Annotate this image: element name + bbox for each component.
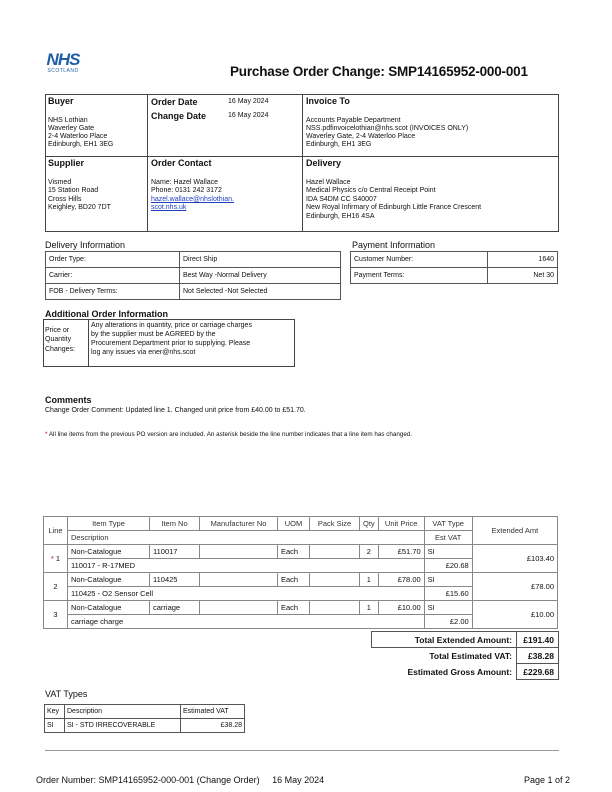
order-date-label: Order Date: [151, 97, 198, 107]
nhs-logo-subtext: SCOTLAND: [47, 68, 79, 74]
invoice-to-line: Waverley Gate, 2-4 Waterloo Place: [306, 133, 416, 140]
payment-info-label: Payment Terms:: [351, 268, 488, 284]
delivery-heading: Delivery: [306, 158, 342, 168]
item-type: Non-Catalogue: [68, 573, 150, 587]
col-description: Description: [68, 531, 425, 545]
additional-info-heading: Additional Order Information: [45, 309, 168, 319]
supplier-line: Keighley, BD20 7DT: [48, 204, 111, 211]
est-vat: £15.60: [424, 587, 472, 601]
qty: 1: [360, 573, 379, 587]
pack-size: [310, 573, 360, 587]
delivery-line: Edinburgh, EH16 4SA: [306, 213, 375, 220]
vat-key: SI: [45, 719, 65, 733]
footer-order-number: Order Number: SMP14165952-000-001 (Change Order) 16 May 2024: [36, 775, 325, 785]
payment-info-heading: Payment Information: [352, 240, 436, 250]
vat-type: SI: [424, 573, 472, 587]
total-value: £191.40: [517, 632, 559, 648]
col-qty: Qty: [360, 517, 379, 531]
item-no: carriage: [150, 601, 200, 615]
item-no: 110425: [150, 573, 200, 587]
additional-info-label: Quantity: [45, 336, 72, 343]
vat-types-heading: VAT Types: [45, 689, 88, 699]
table-row: [46, 252, 341, 268]
order-contact-name: Name: Hazel Wallace: [151, 179, 219, 186]
col-uom: UOM: [278, 517, 310, 531]
order-contact-phone: Phone: 0131 242 3172: [151, 187, 222, 194]
invoice-to-line: Accounts Payable Department: [306, 117, 401, 124]
delivery-line: New Royal Infirmary of Edinburgh Little France Crescent: [306, 204, 482, 211]
order-contact-heading: Order Contact: [151, 158, 212, 168]
supplier-line: Vismed: [48, 179, 72, 186]
delivery-info-table: [45, 251, 341, 300]
col-unit-price: Unit Price: [378, 517, 424, 531]
invoice-to-line: NSS.pdfinvoicelothian@nhs.scot (INVOICES ONLY): [306, 125, 469, 132]
additional-info-text: by the supplier must be AGREED by the: [91, 331, 216, 338]
supplier-line: 15 Station Road: [48, 187, 99, 194]
manufacturer-no: [200, 601, 278, 615]
totals-row: [372, 664, 559, 680]
pack-size: [310, 545, 360, 559]
table-header-row: [44, 517, 558, 531]
vat-estimated: £38.28: [181, 719, 245, 733]
extended-amt: £103.40: [472, 545, 557, 573]
table-row: [45, 719, 245, 733]
page-title: Purchase Order Change: SMP14165952-000-001: [230, 64, 528, 79]
changed-marker: *: [50, 554, 54, 563]
line-number-value: 2: [53, 582, 58, 591]
col-description: Description: [65, 705, 181, 719]
order-contact-email[interactable]: hazel.wallace@nhslothian.: [151, 196, 234, 203]
item-description: carriage charge: [68, 615, 425, 629]
extended-amt: £10.00: [472, 601, 557, 629]
buyer-line: 2-4 Waterloo Place: [48, 133, 108, 140]
table-header-row: [45, 705, 245, 719]
totals-table: [371, 631, 559, 680]
buyer-line: Edinburgh, EH1 3EG: [48, 141, 114, 148]
line-items-note: [45, 431, 412, 439]
additional-info-text: Any alterations in quantity, price or carriage charges: [91, 322, 252, 329]
asterisk-marker: *: [45, 431, 48, 438]
unit-price: £78.00: [378, 573, 424, 587]
comments-heading: Comments: [45, 395, 92, 405]
line-number-value: 1: [55, 554, 61, 563]
col-item-type: Item Type: [68, 517, 150, 531]
total-label: Total Estimated VAT:: [429, 650, 512, 661]
additional-info-text: Procurement Department prior to supplying. Please: [91, 340, 251, 347]
delivery-info-label: FOB - Delivery Terms:: [46, 284, 180, 300]
line-items-note-text: All line items from the previous PO version are included. An asterisk beside the line number indicates that a line item has changed.: [47, 431, 413, 438]
payment-info-value: 1640: [488, 252, 558, 268]
order-contact-email-continued[interactable]: scot.nhs.uk: [151, 204, 187, 211]
pack-size: [310, 601, 360, 615]
unit-price: £10.00: [378, 601, 424, 615]
uom: Each: [278, 573, 310, 587]
nhs-logo: [46, 50, 80, 74]
line-items-table: [43, 516, 558, 629]
delivery-info-heading: Delivery Information: [45, 240, 126, 250]
invoice-to-heading: Invoice To: [306, 96, 350, 106]
line-number-value: 3: [53, 610, 58, 619]
delivery-line: IDA S4DM CC S40007: [306, 196, 377, 203]
item-description: 110425 - O2 Sensor Cell: [68, 587, 425, 601]
footer-divider: [45, 750, 559, 751]
change-date-label: Change Date: [151, 111, 207, 121]
buyer-line: NHS Lothian: [48, 117, 88, 124]
table-row: [46, 284, 341, 300]
col-estimated-vat: Estimated VAT: [181, 705, 245, 719]
table-row: [44, 601, 558, 615]
payment-info-value: Net 30: [488, 268, 558, 284]
supplier-heading: Supplier: [48, 158, 85, 168]
col-est-vat: Est VAT: [424, 531, 472, 545]
vat-type: SI: [424, 545, 472, 559]
additional-info-text: log any issues via ener@nhs.scot: [91, 349, 196, 356]
delivery-info-label: Carrier:: [46, 268, 180, 284]
delivery-line: Hazel Wallace: [306, 179, 351, 186]
payment-info-label: Customer Number:: [351, 252, 488, 268]
vat-description: SI - STD IRRECOVERABLE: [65, 719, 181, 733]
col-key: Key: [45, 705, 65, 719]
unit-price: £51.70: [378, 545, 424, 559]
nhs-logo-text: NHS: [46, 50, 80, 69]
vat-type: SI: [424, 601, 472, 615]
item-no: 110017: [150, 545, 200, 559]
delivery-line: Medical Physics c/o Central Receipt Point: [306, 187, 436, 194]
table-row: [351, 268, 558, 284]
table-row: [44, 545, 558, 559]
extended-amt: £78.00: [472, 573, 557, 601]
vat-types-table: [44, 704, 245, 733]
manufacturer-no: [200, 573, 278, 587]
delivery-info-label: Order Type:: [46, 252, 180, 268]
change-order-comment: Change Order Comment: Updated line 1. Changed unit price from £40.00 to £51.70.: [45, 407, 306, 414]
delivery-info-value: Best Way -Normal Delivery: [180, 268, 341, 284]
additional-info-label: Changes:: [45, 346, 75, 353]
order-date-value: 16 May 2024: [228, 98, 269, 105]
total-value: £229.68: [517, 664, 559, 680]
col-line: Line: [44, 517, 68, 545]
change-date-value: 16 May 2024: [228, 112, 269, 119]
line-number: [44, 573, 68, 601]
item-type: Non-Catalogue: [68, 545, 150, 559]
delivery-info-value: Not Selected -Not Selected: [180, 284, 341, 300]
item-description: 110017 - R-17MED: [68, 559, 425, 573]
uom: Each: [278, 545, 310, 559]
total-label: Total Extended Amount:: [372, 632, 517, 648]
supplier-line: Cross Hills: [48, 196, 82, 203]
est-vat: £20.68: [424, 559, 472, 573]
footer-page-number: Page 1 of 2: [524, 775, 571, 785]
col-item-no: Item No: [150, 517, 200, 531]
col-extended-amt: Extended Amt: [472, 517, 557, 545]
buyer-line: Waverley Gate: [48, 125, 95, 132]
est-vat: £2.00: [424, 615, 472, 629]
table-row: [44, 573, 558, 587]
totals-row: [372, 648, 559, 664]
total-label: Estimated Gross Amount:: [407, 666, 512, 677]
item-type: Non-Catalogue: [68, 601, 150, 615]
invoice-to-line: Edinburgh, EH1 3EG: [306, 141, 372, 148]
col-vat-type: VAT Type: [424, 517, 472, 531]
total-value: £38.28: [517, 648, 559, 664]
col-manufacturer-no: Manufacturer No: [200, 517, 278, 531]
line-number: [44, 545, 68, 573]
col-pack-size: Pack Size: [310, 517, 360, 531]
buyer-heading: Buyer: [48, 96, 74, 106]
table-row: [351, 252, 558, 268]
totals-row: [372, 632, 559, 648]
qty: 2: [360, 545, 379, 559]
manufacturer-no: [200, 545, 278, 559]
additional-info-label: Price or: [45, 327, 70, 334]
uom: Each: [278, 601, 310, 615]
table-row: [46, 268, 341, 284]
qty: 1: [360, 601, 379, 615]
line-number: [44, 601, 68, 629]
delivery-info-value: Direct Ship: [180, 252, 341, 268]
payment-info-table: [350, 251, 558, 284]
